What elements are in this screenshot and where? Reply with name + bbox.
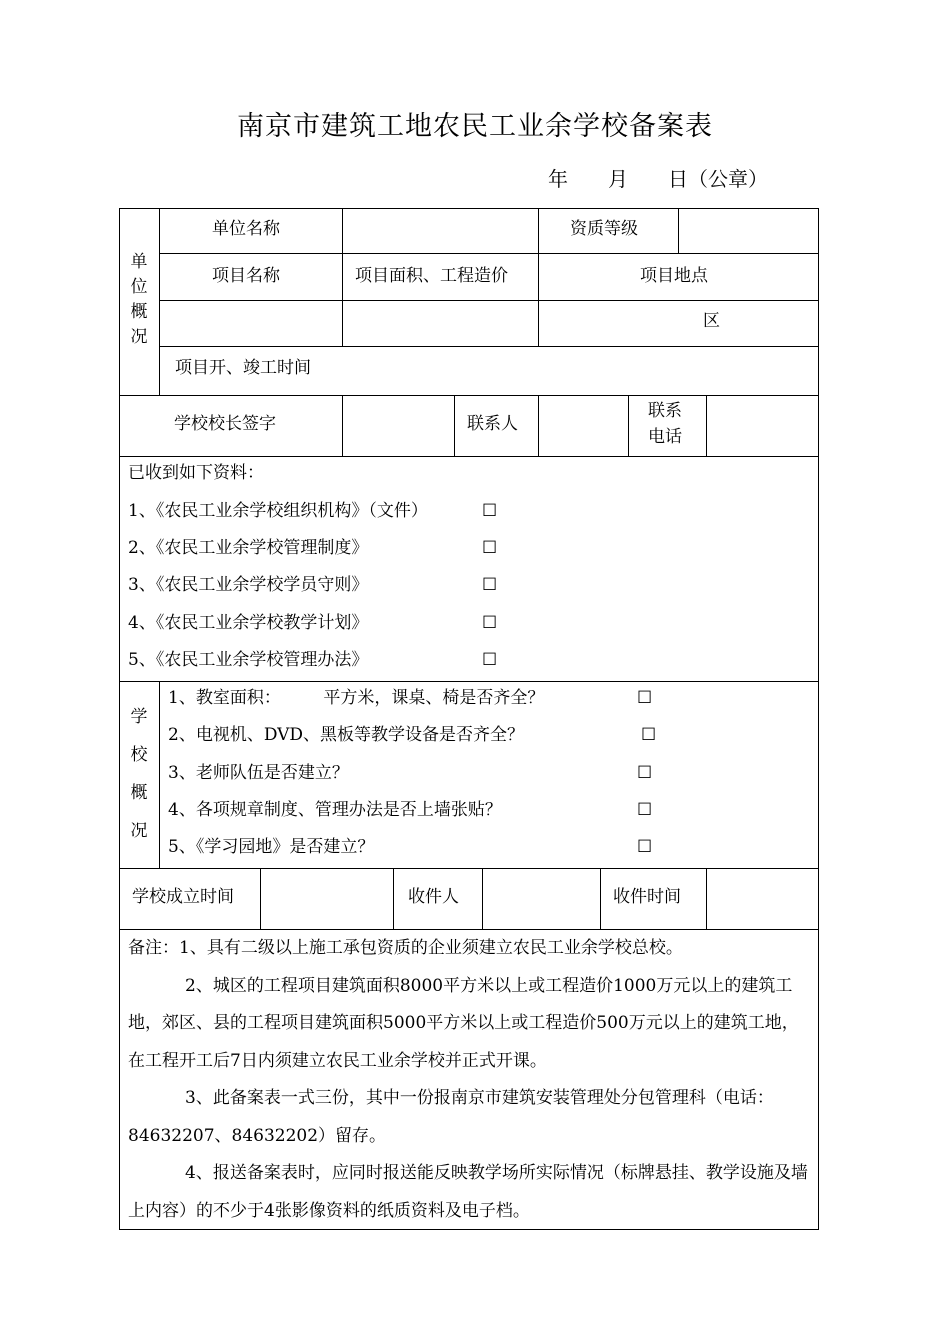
school-item: 5、《学习园地》是否建立？ bbox=[168, 837, 375, 857]
rule bbox=[538, 208, 539, 346]
material-item: 2、《农民工业余学校管理制度》 bbox=[128, 538, 369, 558]
rule bbox=[678, 208, 679, 253]
material-item: 3、《农民工业余学校学员守则》 bbox=[128, 575, 369, 595]
school-item: 2、电视机、DVD、黑板等教学设备是否齐全？ bbox=[168, 725, 525, 745]
material-item: 1、《农民工业余学校组织机构》（文件） bbox=[128, 501, 428, 521]
project-area-cost-label: 项目面积、工程造价 bbox=[355, 266, 508, 286]
page-title: 南京市建筑工地农民工业余学校备案表 bbox=[237, 111, 713, 142]
material-checkbox[interactable]: ☐ bbox=[482, 650, 498, 670]
material-item: 5、《农民工业余学校管理办法》 bbox=[128, 650, 369, 670]
project-location-label: 项目地点 bbox=[640, 266, 708, 286]
rule bbox=[342, 208, 343, 346]
notes-section bbox=[128, 930, 810, 1230]
school-item: 3、老师队伍是否建立？ bbox=[168, 763, 349, 783]
material-checkbox[interactable]: ☐ bbox=[482, 575, 498, 595]
project-time-label: 项目开、竣工时间 bbox=[175, 358, 311, 378]
note-2: 2、城区的工程项目建筑面积8000平方米以上或工程造价1000万元以上的建筑工地，郊区、县的工程项目建筑面积5000平方米以上或工程造价500万元以上的建筑工地，在工程开工后7日内须建立农民工业余学校并正式开课。 bbox=[128, 975, 799, 1071]
school-checkbox[interactable]: ☐ bbox=[637, 688, 653, 708]
rule bbox=[628, 395, 629, 456]
school-checkbox[interactable]: ☐ bbox=[637, 763, 653, 783]
note-4: 4、报送备案表时，应同时报送能反映教学场所实际情况（标牌悬挂、教学设施及墙上内容）的不少于4张影像资料的纸质资料及电子档。 bbox=[128, 1163, 808, 1221]
rule bbox=[159, 300, 819, 301]
rule bbox=[159, 208, 160, 395]
school-overview-label: 学 校 概 况 bbox=[130, 707, 148, 841]
note-3: 3、此备案表一式三份，其中一份报南京市建筑安装管理处分包管理科（电话：84632207、84632202）留存。 bbox=[128, 1088, 774, 1146]
unit-name-label: 单位名称 bbox=[212, 219, 280, 239]
rule bbox=[454, 395, 455, 456]
rule bbox=[119, 681, 819, 682]
principal-signature-label: 学校校长签字 bbox=[174, 414, 276, 434]
school-checkbox[interactable]: ☐ bbox=[637, 800, 653, 820]
school-checkbox[interactable]: ☐ bbox=[637, 837, 653, 857]
rule bbox=[119, 868, 819, 869]
unit-overview-label: 单 位 概 况 bbox=[130, 252, 148, 347]
contact-phone-label-line2: 电话 bbox=[648, 427, 682, 447]
materials-header: 已收到如下资料： bbox=[128, 463, 264, 483]
rule bbox=[706, 395, 707, 456]
material-checkbox[interactable]: ☐ bbox=[482, 538, 498, 558]
rule bbox=[260, 868, 261, 929]
school-checkbox[interactable]: ☐ bbox=[641, 725, 657, 745]
rule bbox=[600, 868, 601, 929]
rule bbox=[119, 395, 819, 396]
rule bbox=[159, 346, 819, 347]
material-item: 4、《农民工业余学校教学计划》 bbox=[128, 613, 369, 633]
rule bbox=[342, 395, 343, 456]
rule bbox=[159, 253, 819, 254]
receiver-label: 收件人 bbox=[408, 887, 459, 907]
rule bbox=[159, 681, 160, 868]
rule bbox=[119, 456, 819, 457]
rule bbox=[706, 868, 707, 929]
school-item: 4、各项规章制度、管理办法是否上墙张贴？ bbox=[168, 800, 502, 820]
contact-person-label: 联系人 bbox=[467, 414, 518, 434]
qualification-label: 资质等级 bbox=[570, 219, 638, 239]
date-seal-line: 年 月 日（公章） bbox=[548, 167, 768, 191]
rule bbox=[482, 868, 483, 929]
contact-phone-label-line1: 联系 bbox=[648, 401, 682, 421]
rule bbox=[393, 868, 394, 929]
material-checkbox[interactable]: ☐ bbox=[482, 501, 498, 521]
received-time-label: 收件时间 bbox=[613, 887, 681, 907]
school-item: 1、教室面积： 平方米，课桌、椅是否齐全？ bbox=[168, 688, 545, 708]
established-time-label: 学校成立时间 bbox=[132, 887, 234, 907]
note-1: 备注：1、具有二级以上施工承包资质的企业须建立农民工业余学校总校。 bbox=[128, 938, 683, 958]
rule bbox=[538, 395, 539, 456]
material-checkbox[interactable]: ☐ bbox=[482, 613, 498, 633]
district-suffix: 区 bbox=[703, 311, 720, 331]
project-name-label: 项目名称 bbox=[212, 266, 280, 286]
